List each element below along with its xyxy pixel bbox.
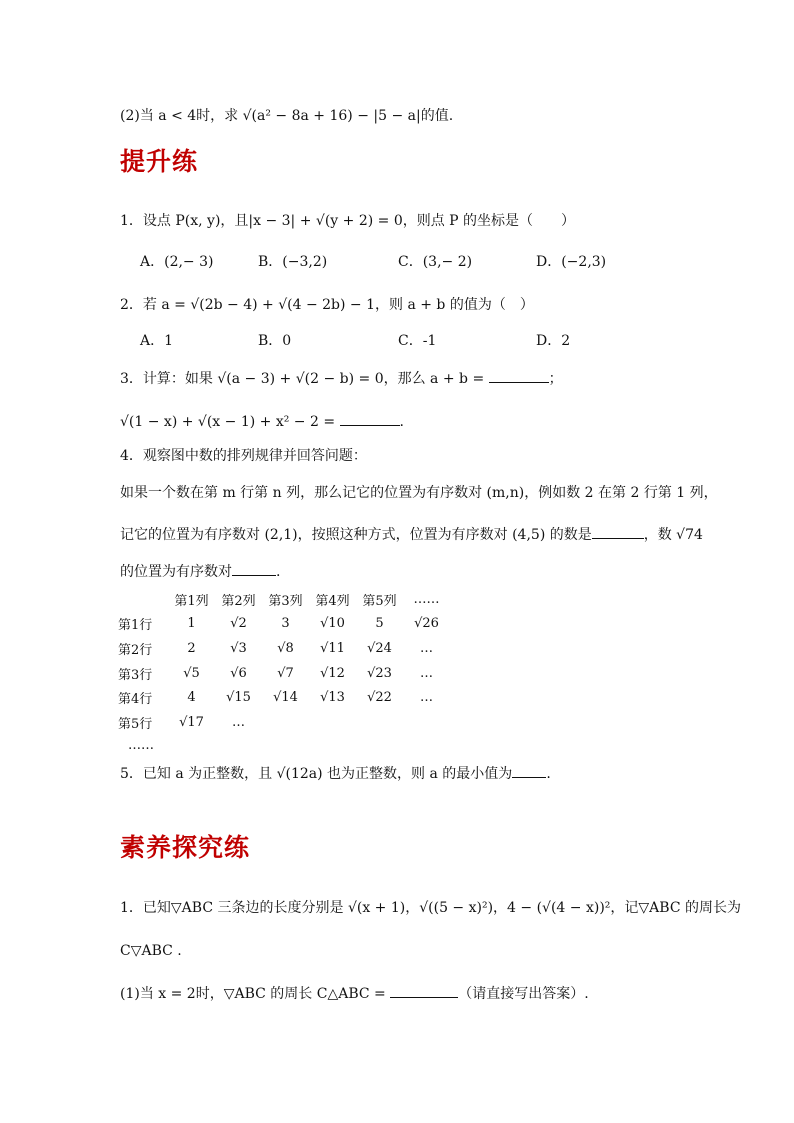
- q2-stem: 2．若 a = √(2b − 4) + √(4 − 2b) − 1，则 a + b 的值为（ ）: [120, 297, 534, 313]
- q2-option-a: A．1: [140, 333, 174, 349]
- e1-part1-end: （请直接写出答案）.: [458, 986, 589, 1002]
- table-cell: √12: [320, 665, 345, 681]
- table-header-cell: 第2列: [221, 593, 256, 609]
- q4-p2-text-a: 记它的位置为有序数对 (2,1)，按照这种方式，位置为有序数对 (4,5) 的数是: [120, 527, 592, 543]
- table-cell: √17: [179, 714, 204, 730]
- q1-option-c: C．(3,− 2): [398, 254, 473, 270]
- q3-blank-2[interactable]: [340, 411, 400, 426]
- q5-end: .: [546, 766, 551, 782]
- table-cell: √13: [320, 690, 345, 706]
- table-cell: …: [420, 665, 433, 681]
- q3-line2: [120, 411, 404, 432]
- table-cell: 4: [187, 690, 196, 706]
- q2-option-b: B．0: [258, 333, 292, 349]
- row-label: 第4行: [118, 692, 153, 708]
- row-label: 第2行: [118, 642, 153, 658]
- e1-part1: [120, 983, 589, 1004]
- table-cell: 3: [281, 616, 290, 632]
- row-label: 第3行: [118, 667, 153, 683]
- table-cell: √8: [277, 640, 294, 656]
- table-cell: √2: [230, 616, 247, 632]
- table-more-rows: ……: [128, 738, 154, 753]
- table-row: [118, 612, 450, 637]
- q3-blank-1[interactable]: [489, 368, 549, 383]
- q4-paragraph-2: [120, 524, 703, 545]
- section-title-explore: 素养探究练: [120, 833, 251, 862]
- table-header-cell: 第1列: [174, 593, 209, 609]
- table-header-cell: 第4列: [315, 593, 350, 609]
- q3-line2-end: .: [399, 414, 404, 430]
- table-cell: …: [420, 640, 433, 656]
- table-cell: √3: [230, 640, 247, 656]
- table-cell: [262, 710, 309, 735]
- q4-p3-text-b: .: [276, 564, 281, 580]
- q4-title: 4．观察图中数的排列规律并回答问题：: [120, 448, 367, 464]
- table-cell: 5: [375, 616, 384, 632]
- table-header-row: [118, 587, 450, 612]
- e1-perimeter-symbol: C▽ABC .: [120, 943, 182, 959]
- q5-stem: [120, 763, 551, 784]
- table-cell: √14: [273, 690, 298, 706]
- table-cell: √6: [230, 665, 247, 681]
- number-arrangement-table: [118, 587, 450, 735]
- q1-option-b: B．(−3,2): [258, 254, 328, 270]
- q1-option-d: D．(−2,3): [536, 254, 607, 270]
- table-cell: √26: [414, 616, 439, 632]
- prev-question-part2: (2)当 a < 4时，求 √(a² − 8a + 16) − |5 − a|的值.: [120, 108, 454, 124]
- q4-paragraph-1: 如果一个数在第 m 行第 n 列，那么记它的位置为有序数对 (m,n)，例如数 2 在第 2 行第 1 列，: [120, 485, 718, 501]
- table-row: [118, 636, 450, 661]
- table-cell: …: [232, 714, 245, 730]
- table-cell: √23: [367, 665, 392, 681]
- e1-stem: 1．已知▽ABC 三条边的长度分别是 √(x + 1)，√((5 − x)²)，4 − (√(4 − x))²，记▽ABC 的周长为: [120, 900, 741, 916]
- e1-part1-text: (1)当 x = 2时，▽ABC 的周长 C△ABC =: [120, 986, 391, 1002]
- table-header-cell: 第5列: [362, 593, 397, 609]
- q3-line1-text: 3．计算：如果 √(a − 3) + √(2 − b) = 0，那么 a + b =: [120, 371, 489, 387]
- q4-blank-1[interactable]: [592, 524, 644, 539]
- table-cell: √10: [320, 616, 345, 632]
- q3-line2-text: √(1 − x) + √(x − 1) + x² − 2 =: [120, 414, 340, 430]
- table-cell: [403, 710, 450, 735]
- table-cell: √15: [226, 690, 251, 706]
- table-cell: 1: [187, 616, 196, 632]
- q4-p3-text-a: 的位置为有序数对: [120, 564, 232, 580]
- table-cell: …: [420, 690, 433, 706]
- table-cell: 2: [187, 640, 196, 656]
- table-cell: √7: [277, 665, 294, 681]
- q5-blank[interactable]: [512, 763, 546, 778]
- row-label: 第5行: [118, 716, 153, 732]
- section-title-improve: 提升练: [120, 147, 199, 176]
- table-cell: √5: [183, 665, 200, 681]
- table-header-cell: ……: [413, 591, 440, 607]
- e1-blank[interactable]: [390, 983, 458, 998]
- table-header-cell: 第3列: [268, 593, 303, 609]
- q5-text: 5．已知 a 为正整数，且 √(12a) 也为正整数，则 a 的最小值为: [120, 766, 513, 782]
- table-cell: √22: [367, 690, 392, 706]
- table-cell: √24: [367, 640, 392, 656]
- table-cell: [356, 710, 403, 735]
- q1-stem: 1．设点 P(x, y)，且|x − 3| + √(y + 2) = 0，则点 P 的坐标是（ ）: [120, 213, 576, 229]
- q2-option-d: D．2: [536, 333, 571, 349]
- table-row: [118, 661, 450, 686]
- table-cell: √11: [320, 640, 345, 656]
- row-label: 第1行: [118, 618, 153, 634]
- table-row: [118, 685, 450, 710]
- q3-line1-end: ；: [548, 371, 563, 387]
- table-cell: [309, 710, 356, 735]
- q4-blank-2[interactable]: [232, 561, 276, 576]
- q4-p2-text-b: ，数 √74: [643, 527, 703, 543]
- table-row: [118, 710, 450, 735]
- q1-option-a: A．(2,− 3): [140, 254, 214, 270]
- q4-paragraph-3: [120, 561, 280, 582]
- q2-option-c: C．-1: [398, 333, 437, 349]
- q3-line1: [120, 368, 563, 389]
